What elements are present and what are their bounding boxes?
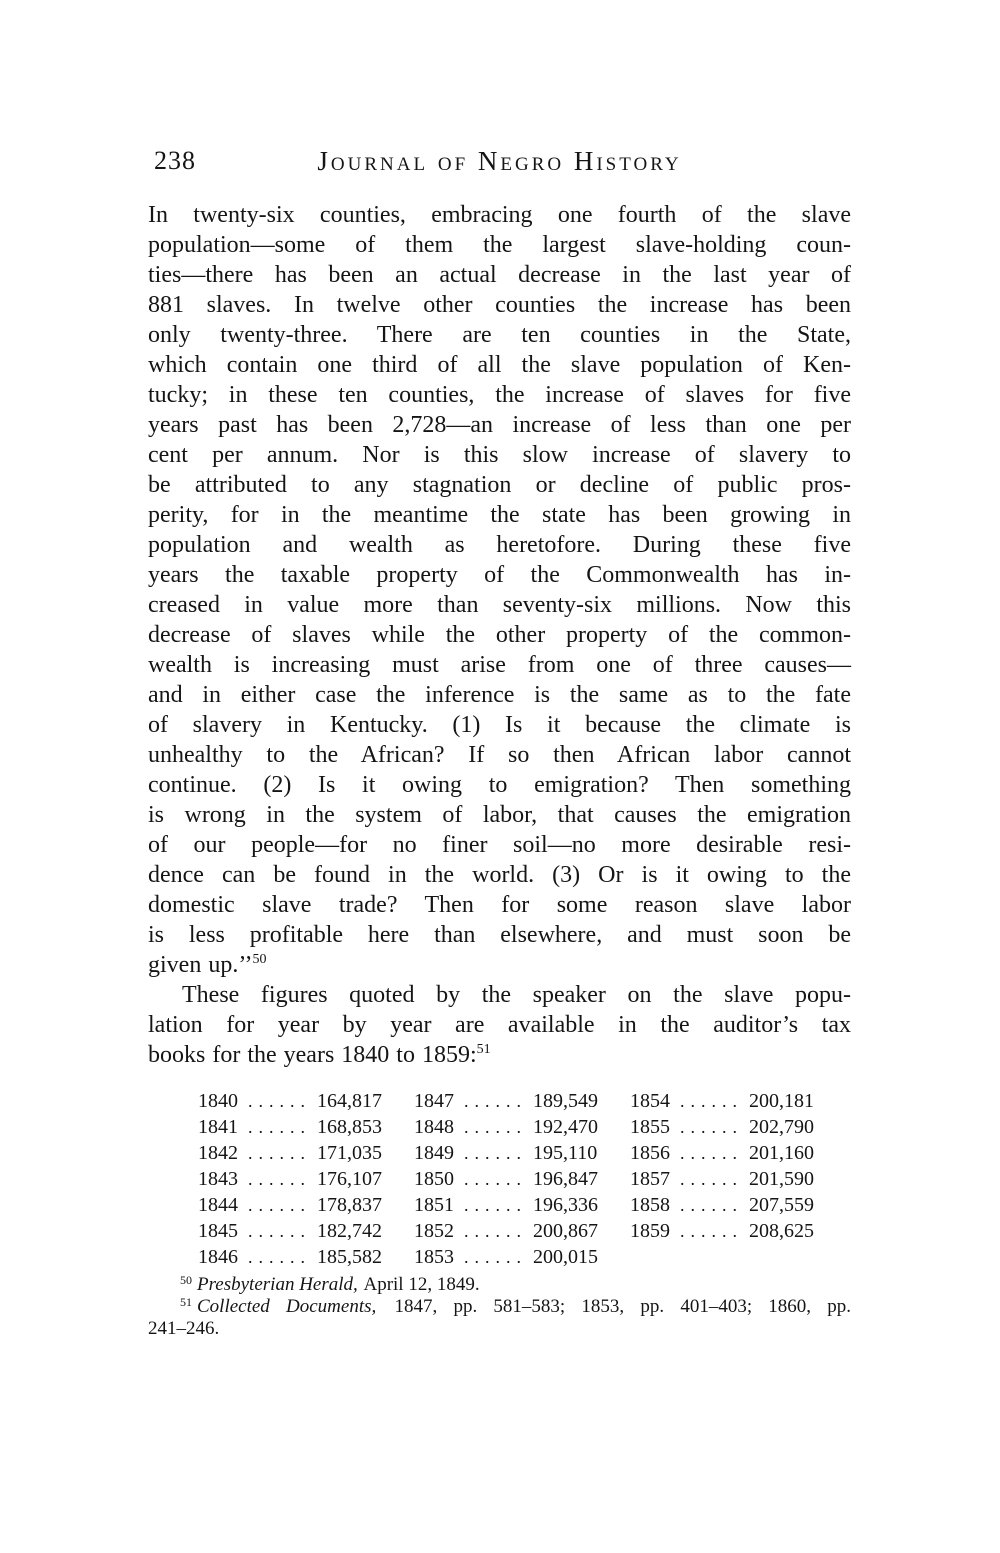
table-row <box>630 1218 814 1244</box>
text-line: ties—there has been an actual decrease in the last year of <box>148 262 851 288</box>
dot-leader: ...... <box>464 1091 527 1111</box>
footnote-text: April 12, 1849. <box>363 1274 480 1295</box>
dot-leader: ...... <box>680 1143 743 1163</box>
text-line: and in either case the inference is the same as to the fate <box>148 682 851 708</box>
year-cell: 1844 <box>198 1194 238 1216</box>
footnote-marker-50: 50 <box>180 1273 192 1287</box>
year-cell: 1855 <box>630 1116 670 1138</box>
population-cell: 207,559 <box>749 1194 814 1216</box>
slave-population-table <box>198 1088 814 1270</box>
text-line: dence can be found in the world. (3) Or is it owing to the <box>148 862 851 888</box>
footnote-ref-51: 51 <box>476 1042 491 1057</box>
table-row <box>414 1140 598 1166</box>
dot-leader: ...... <box>248 1195 311 1215</box>
text-line: wealth is increasing must arise from one of three causes— <box>148 652 851 678</box>
quoted-paragraph <box>148 200 851 950</box>
text-line: population—some of them the largest slave-holding coun- <box>148 232 851 258</box>
text-line: of our people—for no finer soil—no more desirable resi- <box>148 832 851 858</box>
population-cell: 192,470 <box>533 1116 598 1138</box>
population-cell: 178,837 <box>317 1194 382 1216</box>
year-cell: 1853 <box>414 1246 454 1268</box>
table-row <box>198 1244 382 1270</box>
text-line: tucky; in these ten counties, the increase of slaves for five <box>148 382 851 408</box>
year-cell: 1857 <box>630 1168 670 1190</box>
dot-leader: ...... <box>464 1143 527 1163</box>
text-line: of slavery in Kentucky. (1) Is it because the climate is <box>148 712 851 738</box>
text-line: cent per annum. Nor is this slow increase of slavery to <box>148 442 851 468</box>
narrative-paragraph <box>148 980 851 1040</box>
table-column-3 <box>630 1088 814 1270</box>
footnote-text: 1847, pp. 581–583; 1853, pp. 401–403; 1860, pp. <box>394 1296 852 1317</box>
population-cell: 185,582 <box>317 1246 382 1268</box>
table-row <box>630 1088 814 1114</box>
table-row <box>630 1192 814 1218</box>
footnotes <box>148 1274 851 1340</box>
table-row <box>198 1140 382 1166</box>
year-cell: 1845 <box>198 1220 238 1242</box>
text-line: In twenty-six counties, embracing one fourth of the slave <box>148 202 851 228</box>
dot-leader: ...... <box>464 1195 527 1215</box>
dot-leader: ...... <box>680 1117 743 1137</box>
year-cell: 1859 <box>630 1220 670 1242</box>
text-line: years past has been 2,728—an increase of less than one per <box>148 412 851 438</box>
quote-closing-line <box>148 950 851 980</box>
year-cell: 1856 <box>630 1142 670 1164</box>
population-cell: 164,817 <box>317 1090 382 1112</box>
dot-leader: ...... <box>464 1117 527 1137</box>
journal-title: Journal of Negro History <box>317 146 682 176</box>
text-line: unhealthy to the African? If so then African labor cannot <box>148 742 851 768</box>
text-line: is wrong in the system of labor, that causes the emigration <box>148 802 851 828</box>
table-row <box>414 1192 598 1218</box>
population-cell: 200,015 <box>533 1246 598 1268</box>
table-row <box>414 1244 598 1270</box>
narrative-closing-line <box>148 1040 851 1070</box>
year-cell: 1851 <box>414 1194 454 1216</box>
table-row <box>414 1114 598 1140</box>
text-line: perity, for in the meantime the state has been growing in <box>148 502 851 528</box>
text-line: decrease of slaves while the other property of the common- <box>148 622 851 648</box>
text-line: years the taxable property of the Commonwealth has in- <box>148 562 851 588</box>
footnote-50 <box>148 1274 851 1296</box>
year-cell: 1849 <box>414 1142 454 1164</box>
dot-leader: ...... <box>248 1091 311 1111</box>
table-row <box>198 1218 382 1244</box>
quote-closing-text: given up.’’ <box>148 952 253 978</box>
dot-leader: ...... <box>464 1221 527 1241</box>
dot-leader: ...... <box>680 1091 743 1111</box>
year-cell: 1854 <box>630 1090 670 1112</box>
text-line: These figures quoted by the speaker on the slave popu- <box>182 982 851 1008</box>
page-number: 238 <box>154 146 196 175</box>
table-row <box>630 1114 814 1140</box>
text-line: which contain one third of all the slave population of Ken- <box>148 352 851 378</box>
dot-leader: ...... <box>248 1221 311 1241</box>
text-line: population and wealth as heretofore. During these five <box>148 532 851 558</box>
dot-leader: ...... <box>248 1169 311 1189</box>
population-cell: 196,336 <box>533 1194 598 1216</box>
article-body <box>148 200 851 1070</box>
population-cell: 195,110 <box>533 1142 598 1164</box>
table-row <box>630 1140 814 1166</box>
dot-leader: ...... <box>248 1247 311 1267</box>
table-row <box>198 1114 382 1140</box>
text-line: lation for year by year are available in the auditor’s tax <box>148 1012 851 1038</box>
year-cell: 1850 <box>414 1168 454 1190</box>
year-cell: 1843 <box>198 1168 238 1190</box>
footnote-source-title: Presbyterian Herald, <box>197 1274 358 1295</box>
population-cell: 201,160 <box>749 1142 814 1164</box>
footnote-marker-51: 51 <box>180 1295 192 1309</box>
year-cell: 1840 <box>198 1090 238 1112</box>
year-cell: 1848 <box>414 1116 454 1138</box>
running-head <box>148 146 851 178</box>
table-column-1 <box>198 1088 382 1270</box>
population-cell: 200,181 <box>749 1090 814 1112</box>
narrative-closing-text: books for the years 1840 to 1859: <box>148 1042 477 1068</box>
footnote-source-title: Collected Documents, <box>197 1296 377 1317</box>
population-cell: 171,035 <box>317 1142 382 1164</box>
text-line: domestic slave trade? Then for some reason slave labor <box>148 892 851 918</box>
population-cell: 176,107 <box>317 1168 382 1190</box>
year-cell: 1847 <box>414 1090 454 1112</box>
population-cell: 196,847 <box>533 1168 598 1190</box>
population-cell: 168,853 <box>317 1116 382 1138</box>
population-cell: 189,549 <box>533 1090 598 1112</box>
year-cell: 1858 <box>630 1194 670 1216</box>
year-cell: 1852 <box>414 1220 454 1242</box>
text-line: be attributed to any stagnation or decline of public pros- <box>148 472 851 498</box>
dot-leader: ...... <box>464 1169 527 1189</box>
footnote-ref-50: 50 <box>252 952 267 967</box>
text-line: continue. (2) Is it owing to emigration? Then something <box>148 772 851 798</box>
table-row <box>198 1192 382 1218</box>
dot-leader: ...... <box>464 1247 527 1267</box>
dot-leader: ...... <box>248 1117 311 1137</box>
table-row <box>198 1088 382 1114</box>
text-line: is less profitable here than elsewhere, and must soon be <box>148 922 851 948</box>
table-row <box>630 1166 814 1192</box>
table-row <box>414 1166 598 1192</box>
text-line: 881 slaves. In twelve other counties the increase has been <box>148 292 851 318</box>
dot-leader: ...... <box>680 1221 743 1241</box>
year-cell: 1842 <box>198 1142 238 1164</box>
year-cell: 1841 <box>198 1116 238 1138</box>
table-column-2 <box>414 1088 598 1270</box>
dot-leader: ...... <box>680 1195 743 1215</box>
dot-leader: ...... <box>680 1169 743 1189</box>
population-cell: 182,742 <box>317 1220 382 1242</box>
population-cell: 200,867 <box>533 1220 598 1242</box>
footnote-51-continuation: 241–246. <box>148 1318 220 1339</box>
population-cell: 201,590 <box>749 1168 814 1190</box>
population-cell: 202,790 <box>749 1116 814 1138</box>
text-line: only twenty-three. There are ten counties in the State, <box>148 322 851 348</box>
footnote-51 <box>148 1296 851 1318</box>
dot-leader: ...... <box>248 1143 311 1163</box>
table-row <box>198 1166 382 1192</box>
table-row <box>414 1088 598 1114</box>
text-line: creased in value more than seventy-six millions. Now this <box>148 592 851 618</box>
table-row <box>414 1218 598 1244</box>
year-cell: 1846 <box>198 1246 238 1268</box>
population-cell: 208,625 <box>749 1220 814 1242</box>
